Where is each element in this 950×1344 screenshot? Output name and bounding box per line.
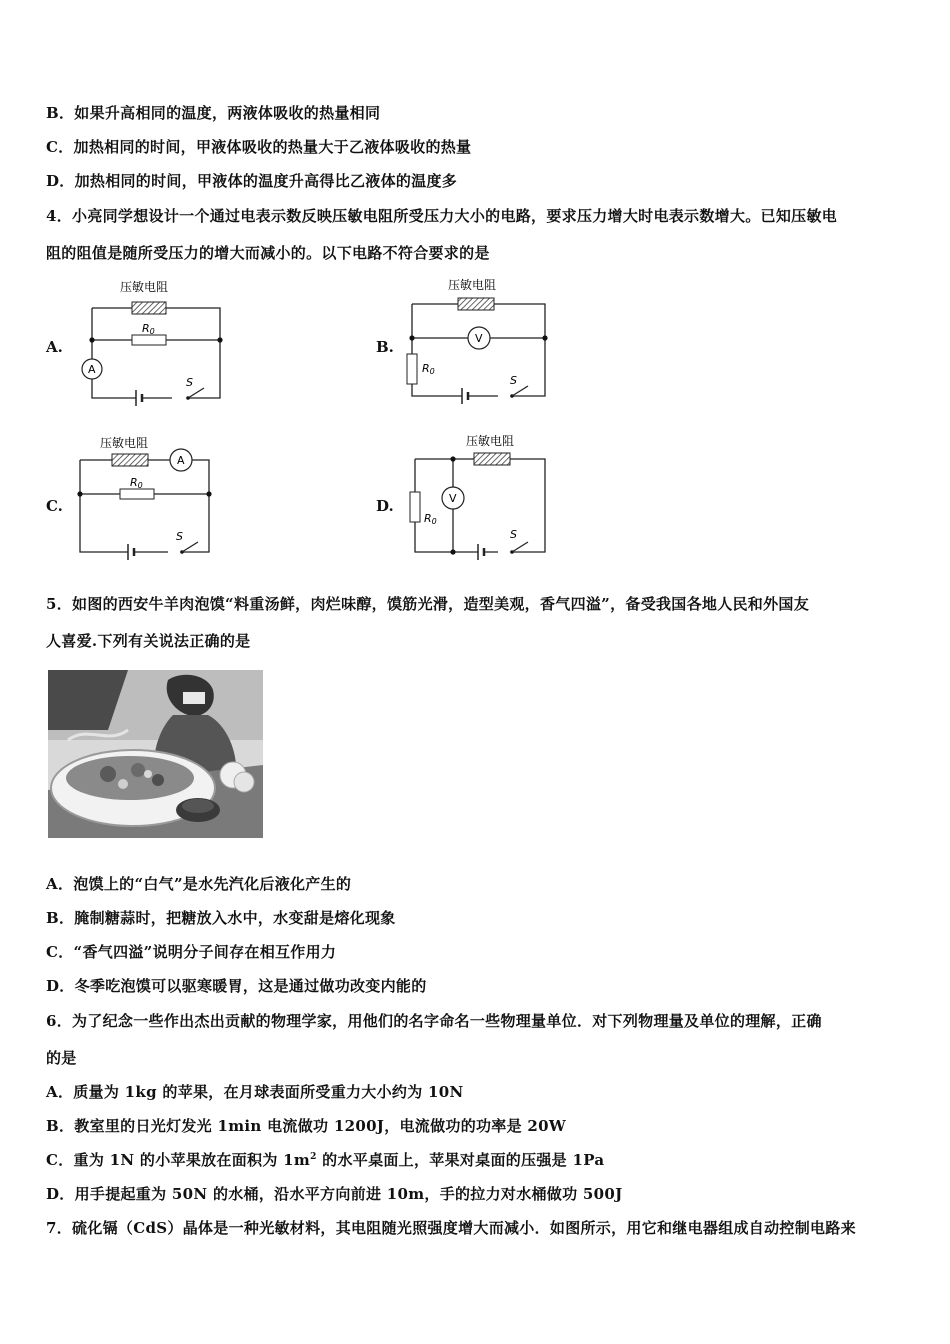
q3-option-b: B．如果升高相同的温度，两液体吸收的热量相同 — [46, 104, 381, 122]
circuit-c — [72, 432, 222, 560]
circuit-c-pressure-resistor — [112, 454, 148, 466]
circuit-a-pressure-resistor — [132, 302, 166, 314]
circuit-a-r0 — [132, 335, 166, 345]
q3-option-d: D．加热相同的时间，甲液体的温度升高得比乙液体的温度多 — [46, 172, 458, 190]
q4-label-a: A. — [46, 338, 63, 356]
q6-stem-line2: 的是 — [46, 1049, 77, 1067]
q5-option-b: B．腌制糖蒜时，把糖放入水中，水变甜是熔化现象 — [46, 909, 396, 927]
svg-text:R0: R0 — [142, 322, 155, 336]
circuit-b — [400, 274, 560, 404]
circuit-a — [72, 276, 242, 406]
circuit-a-switch-label: S — [186, 376, 193, 389]
q7-stem-line1: 7．硫化镉（CdS）晶体是一种光敏材料，其电阻随光照强度增大而减小．如图所示，用它和继电器组成自动控制电路来 — [46, 1219, 856, 1237]
circuit-d-switch-label: S — [510, 528, 517, 541]
q5-option-d: D．冬季吃泡馍可以驱寒暖胃，这是通过做功改变内能的 — [46, 977, 427, 995]
q4-stem-line1: 4．小亮同学想设计一个通过电表示数反映压敏电阻所受压力大小的电路，要求压力增大时电表示数增大。已知压敏电 — [46, 207, 838, 225]
q6-option-b: B．教室里的日光灯发光 1min 电流做功 1200J，电流做功的功率是 20W — [46, 1117, 567, 1135]
circuit-c-r0 — [120, 489, 154, 499]
circuit-c-switch-label: S — [176, 530, 183, 543]
circuit-c-switch — [182, 542, 198, 552]
q6-stem-line1: 6．为了纪念一些作出杰出贡献的物理学家，用他们的名字命名一些物理量单位．对下列物理量及单位的理解，正确 — [46, 1012, 822, 1030]
circuit-b-pressure-resistor — [458, 298, 494, 310]
circuit-c-pressure-label: 压敏电阻 — [100, 436, 149, 450]
circuit-d-switch — [512, 542, 528, 552]
svg-text:R0: R0 — [422, 362, 435, 376]
circuit-d — [400, 430, 560, 560]
circuit-a-ammeter-label: A — [88, 363, 96, 376]
q5-stem-line1: 5．如图的西安牛羊肉泡馍“料重汤鲜，肉烂味醇，馍筋光滑，造型美观，香气四溢”，备受我国各地人民和外国友 — [46, 595, 809, 613]
q5-stem-line2: 人喜爱.下列有关说法正确的是 — [46, 632, 251, 650]
svg-text:R0: R0 — [130, 476, 143, 490]
svg-text:R0: R0 — [424, 512, 437, 526]
circuit-c-ammeter-label: A — [177, 454, 185, 467]
circuit-b-switch — [512, 386, 528, 396]
circuit-d-pressure-resistor — [474, 453, 510, 465]
q3-option-c: C．加热相同的时间，甲液体吸收的热量大于乙液体吸收的热量 — [46, 138, 472, 156]
circuit-b-voltmeter-label: V — [475, 332, 483, 345]
q5-option-a: A．泡馍上的“白气”是水先汽化后液化产生的 — [46, 875, 352, 893]
circuit-b-switch-label: S — [510, 374, 517, 387]
circuit-b-pressure-label: 压敏电阻 — [448, 278, 497, 292]
q4-label-b: B. — [376, 338, 394, 356]
circuit-d-voltmeter-label: V — [449, 492, 457, 505]
paomo-photo — [48, 670, 263, 838]
q4-label-d: D. — [376, 497, 394, 515]
circuit-b-r0 — [407, 354, 417, 384]
q4-label-c: C. — [46, 497, 63, 515]
circuit-d-r0 — [410, 492, 420, 522]
q6-option-c: C．重为 1N 的小苹果放在面积为 $1m^2$ 的水平桌面上，苹果对桌面的压强是 1Pa — [46, 1151, 605, 1169]
circuit-d-pressure-label: 压敏电阻 — [466, 434, 515, 448]
q4-stem-line2: 阻的阻值是随所受压力的增大而减小的。以下电路不符合要求的是 — [46, 244, 490, 262]
circuit-a-pressure-label: 压敏电阻 — [120, 280, 169, 294]
q5-option-c: C．“香气四溢”说明分子间存在相互作用力 — [46, 943, 337, 961]
circuit-a-switch — [188, 388, 204, 398]
q6-option-a: A．质量为 1kg 的苹果，在月球表面所受重力大小约为 10N — [46, 1083, 464, 1101]
q6-option-d: D．用手提起重为 50N 的水桶，沿水平方向前进 10m，手的拉力对水桶做功 500J — [46, 1185, 623, 1203]
